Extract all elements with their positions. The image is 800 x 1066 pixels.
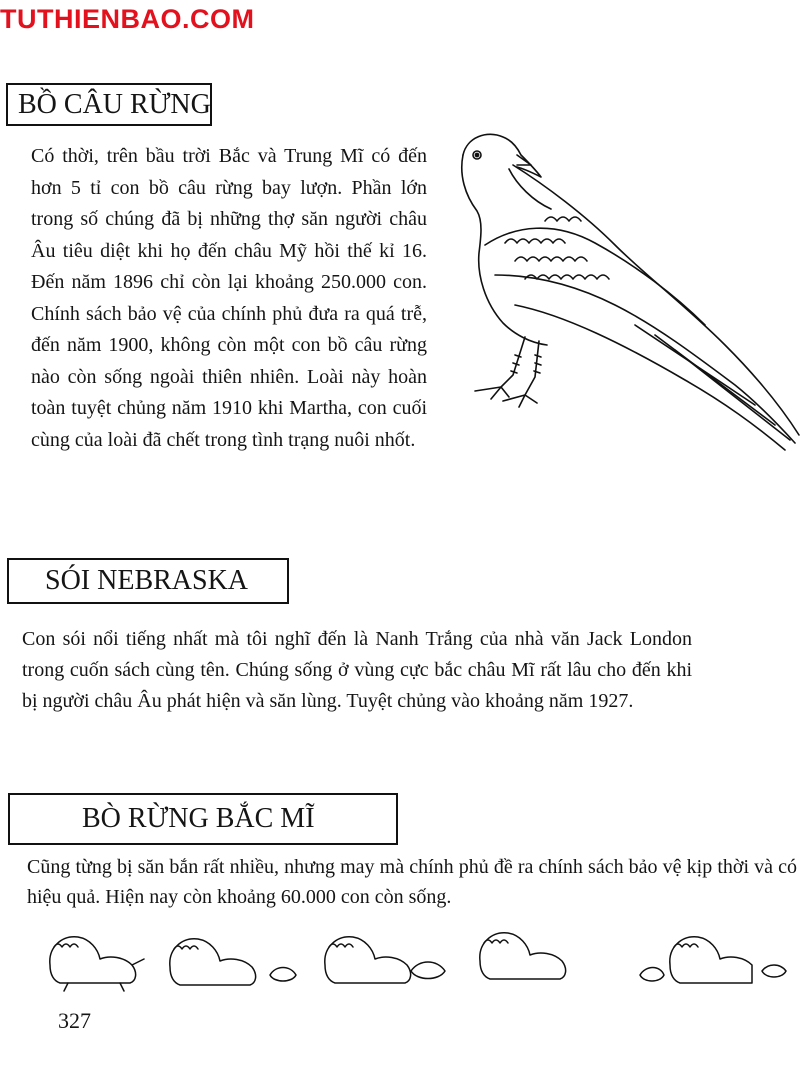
section-heading-passenger-pigeon: [6, 83, 212, 126]
section-heading-american-bison: [8, 793, 398, 845]
bison-herd-illustration: [40, 925, 800, 995]
page-number: 327: [58, 1008, 91, 1033]
passenger-pigeon-illustration: [455, 125, 800, 455]
section-title: BÒ RỪNG BẮC MĨ: [82, 803, 315, 834]
watermark: TUTHIENBAO.COM: [0, 4, 255, 34]
section-heading-nebraska-wolf: [7, 558, 289, 604]
section-text-american-bison: Cũng từng bị săn bắn rất nhiều, nhưng may mà chính phủ đề ra chính sách bảo vệ kịp thời và có hiệu quả. Hiện nay còn khoảng 60.000 con còn sống.: [27, 856, 797, 908]
section-title: BỒ CÂU RỪNG: [18, 88, 211, 120]
section-title: SÓI NEBRASKA: [45, 565, 249, 596]
section-text-passenger-pigeon: Có thời, trên bầu trời Bắc và Trung Mĩ có đến hơn 5 tỉ con bồ câu rừng bay lượn. Phần lớn trong số chúng đã bị những thợ săn người châu Âu tiêu diệt khi họ đến châu Mỹ hồi thế kỉ 16. Đến năm 1896 chỉ còn lại khoảng 250.000 con. Chính sách bảo vệ của chính phủ đưa ra quá trễ, đến năm 1900, không còn một con bồ câu rừng nào còn sống ngoài thiên nhiên. Loài này hoàn toàn tuyệt chủng năm 1910 khi Martha, con cuối cùng của loài đã chết trong tình trạng nuôi nhốt.: [31, 145, 427, 451]
section-text-nebraska-wolf: Con sói nổi tiếng nhất mà tôi nghĩ đến là Nanh Trắng của nhà văn Jack London trong cuốn sách cùng tên. Chúng sống ở vùng cực bắc châu Mĩ rất lâu cho đến khi bị người châu Âu phát hiện và săn lùng. Tuyệt chủng vào khoảng năm 1927.: [22, 628, 692, 712]
